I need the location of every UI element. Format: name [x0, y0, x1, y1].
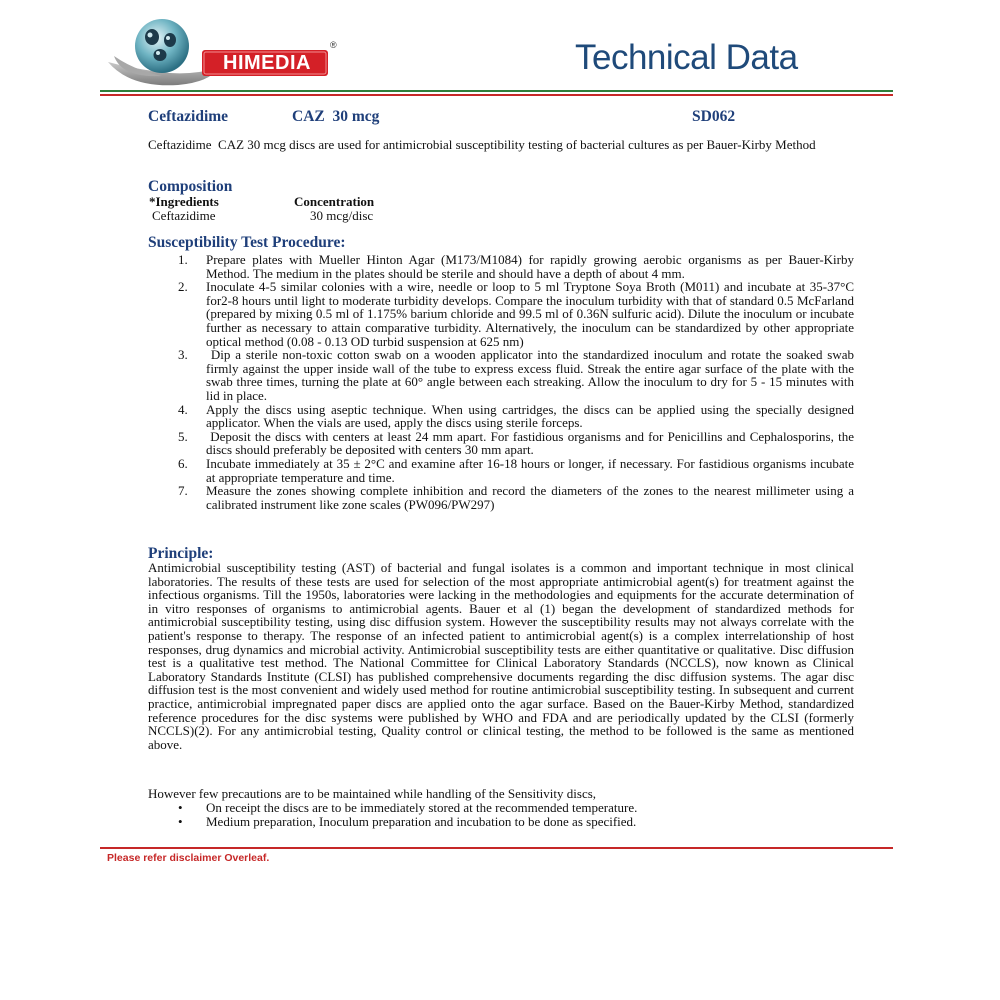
- list-item: [148, 801, 854, 815]
- list-item: [148, 401, 858, 431]
- step-number: 4.: [178, 401, 188, 417]
- bullet-text: Medium preparation, Inoculum preparation and incubation to be done as specified.: [206, 813, 637, 829]
- step-number: 7.: [178, 483, 188, 499]
- precautions-list: [148, 801, 854, 828]
- ingredient-value: Ceftazidime: [152, 208, 216, 223]
- list-item: [148, 347, 858, 403]
- disclaimer-note: Please refer disclaimer Overleaf.: [107, 852, 270, 864]
- bullet-icon: •: [178, 813, 183, 829]
- product-name: Ceftazidime: [148, 108, 229, 125]
- ingredients-column-header: *Ingredients: [149, 194, 219, 209]
- step-number: 1.: [178, 252, 188, 267]
- logo-wordmark: HIMEDIA: [223, 52, 311, 74]
- concentration-value: 30 mcg/disc: [310, 208, 374, 223]
- registered-mark: ®: [330, 40, 337, 50]
- list-item: [148, 428, 858, 458]
- footer-rule: [100, 847, 893, 849]
- step-text: Inoculate 4-5 similar colonies with a wire, needle or loop to 5 ml Tryptone Soya Broth (M011) and incubate at 35-37°C for2-8 hours until light to moderate turbidity develops. Compare the inoculum turbidity with that of standard 0.5 McFarland (prepared by mixing 0.5 ml of 1.175% barium chloride and 99.5 ml of 0.36N sulfuric acid). Dilute the inoculum or incubate further as necessary to attain comparative turbidity. Alternatively, the inoculum can be standardized by other appropriate optical method (0.08 - 0.13 OD turbid suspension at 625 nm): [206, 279, 858, 349]
- step-text: Prepare plates with Mueller Hinton Agar (M173/M1084) for rapidly growing aerobic organisms as per Bauer-Kirby Method. The medium in the plates should be sterile and should have a depth of about 4 mm.: [206, 252, 858, 281]
- step-text: Dip a sterile non-toxic cotton swab on a wooden applicator into the standardized inoculum and rotate the soaked swab firmly against the upper inside wall of the tube to express excess fluid. Streak the entire agar surface of the plate with the swab three times, turning the plate at 60° angle between each streaking. Allow the inoculum to dry for 5 - 15 minutes with lid in place.: [206, 347, 858, 403]
- page-title: Technical Data: [575, 38, 798, 77]
- header-rule-red: [100, 94, 893, 96]
- step-number: 2.: [178, 279, 188, 295]
- step-text: Measure the zones showing complete inhibition and record the diameters of the zones to the nearest millimeter using a calibrated instrument like zone scales (PW096/PW297): [206, 483, 858, 512]
- intro-paragraph: Ceftazidime CAZ 30 mcg discs are used for antimicrobial susceptibility testing of bacterial cultures as per Bauer-Kirby Method: [148, 137, 816, 152]
- principle-heading: Principle:: [148, 545, 214, 562]
- list-item: [148, 815, 854, 829]
- step-number: 5.: [178, 428, 188, 444]
- precautions-intro: However few precautions are to be maintained while handling of the Sensitivity discs,: [148, 786, 597, 801]
- list-item: [148, 455, 858, 485]
- procedure-steps: [148, 252, 858, 512]
- list-item: [148, 252, 858, 281]
- concentration-column-header: Concentration: [294, 194, 375, 209]
- step-text: Incubate immediately at 35 ± 2°C and examine after 16-18 hours or longer, if necessary. For fastidious organisms incubate at appropriate temperature and time.: [206, 455, 858, 485]
- bullet-icon: •: [178, 800, 183, 815]
- list-item: [148, 483, 858, 512]
- catalog-number: SD062: [692, 108, 736, 125]
- step-text: Deposit the discs with centers at least 24 mm apart. For fastidious organisms and for Penicillins and Cephalosporins, the discs should preferably be deposited with centers 30 mm apart.: [206, 428, 858, 458]
- list-item: [148, 279, 858, 349]
- himedia-logo: [100, 10, 350, 95]
- step-number: 3.: [178, 347, 188, 363]
- procedure-heading: Susceptibility Test Procedure:: [148, 234, 346, 251]
- principle-paragraph: Antimicrobial susceptibility testing (AST) of bacterial and fungal isolates is a common and important technique in most clinical laboratories. The results of these tests are used for selection of the most appropriate antimicrobial agent(s) for treatment against the infectious organisms. Till the 1950s, laboratories were lacking in the methodologies and equipments for the accurate determination of in vitro responses of organisms to antimicrobial agents. Bauer et al (1) began the development of standardized methods for antimicrobial susceptibility testing, using disc diffusion system. However the susceptibility results may not always correlate with the patient's response to therapy. The response of an infected patient to antimicrobial agent(s) is a complex interrelationship of host responses, drug dynamics and microbial activity. Antimicrobial susceptibility tests are either quantitative or qualitative. Disc diffusion test is a qualitative test method. The National Committee for Clinical Laboratory Standards (NCCLS), now known as Clinical Laboratory Standards Institute (CLSI) has published comprehensive documents regarding the disc diffusion systems. The agar disc diffusion test is the most convenient and widely used method for routine antimicrobial susceptibility testing. In subsequent and current practice, antimicrobial impregnated paper discs are applied onto the agar surface. Based on the Bauer-Kirby Method, standardized reference procedures for the disc systems were published by WHO and FDA and are periodically updated by the CLSI (formerly NCCLS)(2). For any antimicrobial testing, Quality control or clinical testing, the method to be followed is the same as mentioned above.: [148, 560, 854, 752]
- bullet-text: On receipt the discs are to be immediately stored at the recommended temperature.: [206, 800, 638, 815]
- composition-heading: Composition: [148, 178, 233, 195]
- header-rule-green: [100, 90, 893, 92]
- product-code: CAZ 30 mcg: [292, 108, 380, 125]
- step-text: Apply the discs using aseptic technique. When using cartridges, the discs can be applied using the specially designed applicator. When the vials are used, apply the discs using sterile forceps.: [206, 401, 858, 431]
- step-number: 6.: [178, 455, 188, 471]
